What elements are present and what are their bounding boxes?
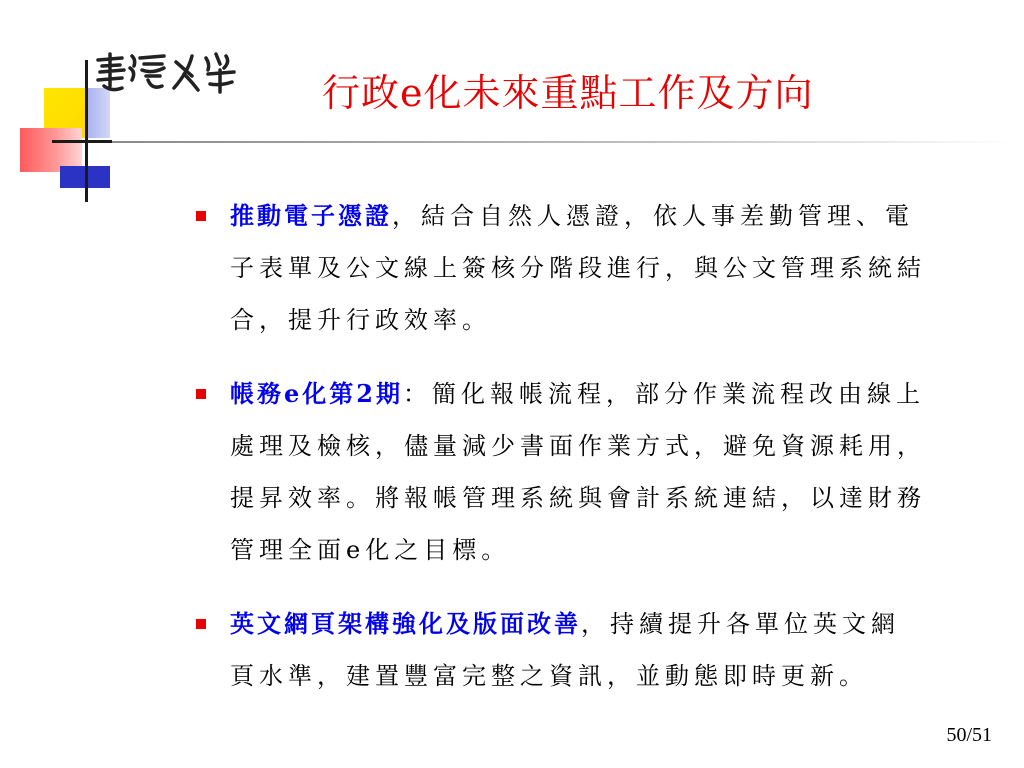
list-item [196, 598, 926, 702]
bullet-list [196, 190, 926, 724]
page-number: 50/51 [946, 724, 992, 746]
bullet-square-icon [196, 619, 206, 629]
bullet-square-icon [196, 211, 206, 221]
university-logo [92, 46, 242, 102]
item-text: ，持續提升各單位英文網頁水準，建置豐富完整之資訊，並動態即時更新。 [230, 610, 900, 690]
decor-vertical-line [85, 60, 88, 202]
list-item [196, 368, 926, 576]
slide-title: 行政e化未來重點工作及方向 [322, 71, 814, 115]
item-text: ，結合自然人憑證，依人事差勤管理、電子表單及公文線上簽核分階段進行，與公文管理系統結合，提升行政效率。 [230, 202, 926, 334]
item-text: ：簡化報帳流程，部分作業流程改由線上處理及檢核，儘量減少書面作業方式，避免資源耗用，提昇效率。將報帳管理系統與會計系統連結，以達財務管理全面e化之目標。 [230, 380, 926, 564]
decor-horizontal-line [52, 140, 112, 143]
title-underline-rule [112, 141, 1012, 143]
item-highlight: 推動電子憑證 [230, 201, 392, 230]
list-item [196, 190, 926, 346]
bullet-square-icon [196, 389, 206, 399]
item-highlight: 帳務e化第2期 [230, 379, 403, 408]
item-highlight: 英文網頁架構強化及版面改善 [230, 609, 581, 638]
